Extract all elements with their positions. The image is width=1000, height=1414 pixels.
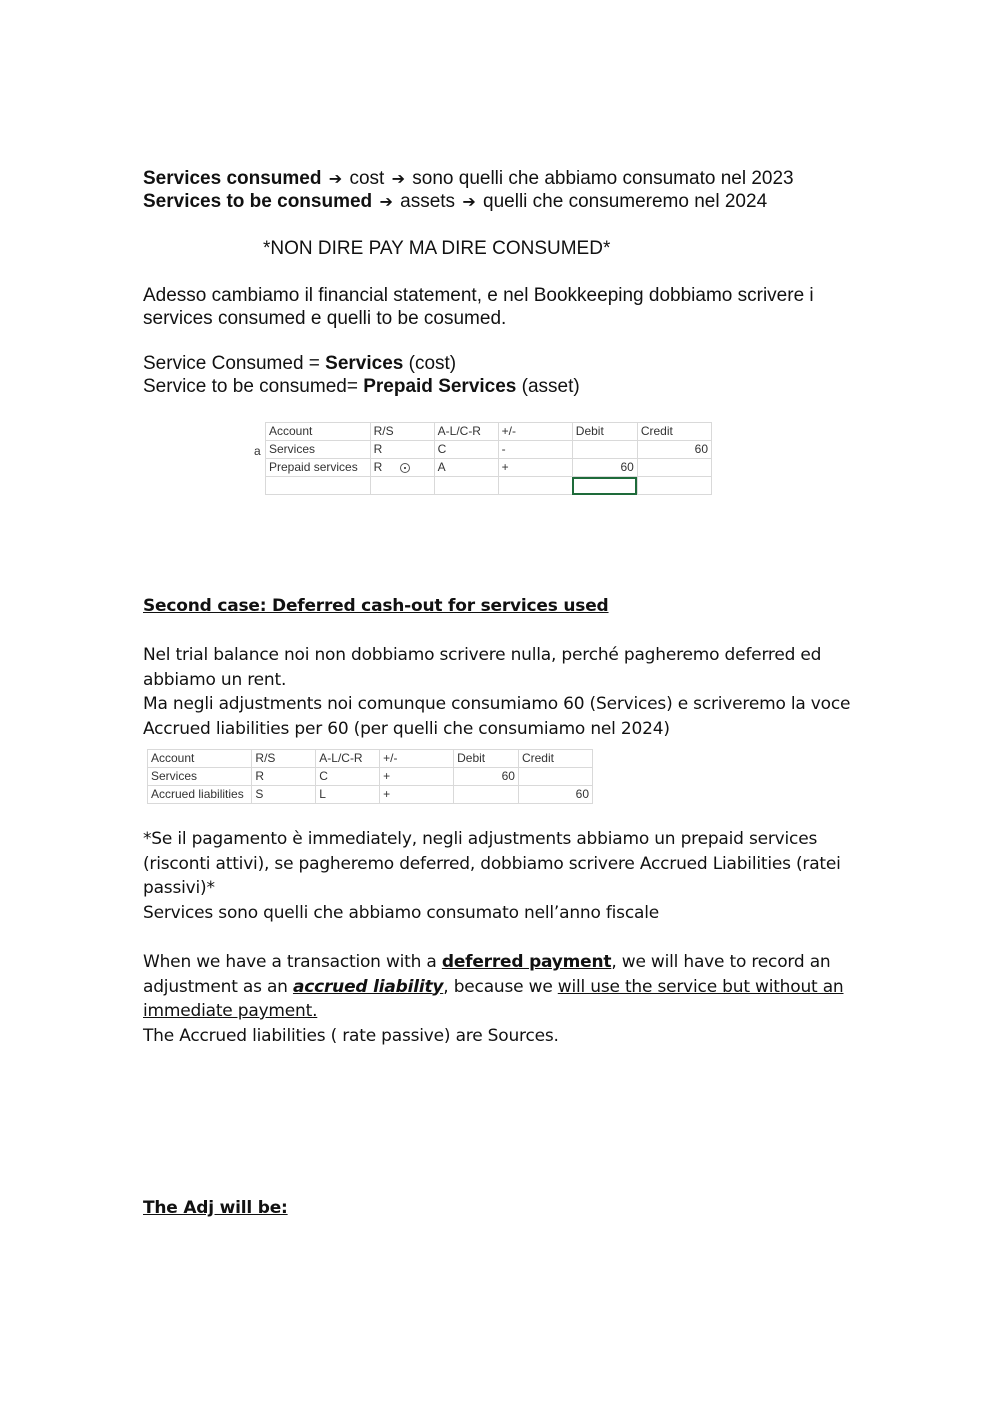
cell-rs xyxy=(370,459,434,477)
cell-rs: R xyxy=(252,768,316,786)
text-run: When we have a transaction with a xyxy=(143,952,442,972)
cell-rs: S xyxy=(252,786,316,804)
empty-cell xyxy=(266,477,371,495)
column-header: +/- xyxy=(498,423,572,441)
column-header: R/S xyxy=(252,750,316,768)
section-heading-second-case: Second case: Deferred cash-out for services used xyxy=(143,596,609,616)
deferred-payment-paragraph xyxy=(143,950,863,1048)
empty-cell xyxy=(498,477,572,495)
term-services-to-be-consumed: Services to be consumed xyxy=(143,191,373,212)
definition-text: sono quelli che abbiamo consumato nel 2023 xyxy=(412,168,794,189)
mapping-account: Prepaid Services xyxy=(363,376,517,397)
paragraph-line: Services sono quelli che abbiamo consumato nell’anno fiscale xyxy=(143,902,659,923)
table-row-empty xyxy=(266,477,712,495)
table-row xyxy=(148,786,593,804)
underlined-text: will use the service but without an xyxy=(557,976,844,997)
cell-credit xyxy=(518,768,592,786)
category-cost: cost xyxy=(349,168,385,189)
cell-debit xyxy=(572,441,637,459)
column-header: Account xyxy=(266,423,371,441)
category-assets: assets xyxy=(400,191,456,212)
column-header: +/- xyxy=(380,750,454,768)
account-mapping xyxy=(143,352,863,398)
trial-balance-paragraph xyxy=(143,643,863,741)
emphasis-deferred-payment: deferred payment xyxy=(441,952,612,972)
mouse-cursor-icon xyxy=(400,463,410,473)
cell-account: Services xyxy=(148,768,252,786)
financial-statement-paragraph xyxy=(143,284,883,330)
table-header-row xyxy=(148,750,593,768)
paragraph-line xyxy=(143,999,863,1024)
cell-alcr: L xyxy=(316,786,380,804)
cell-credit: 60 xyxy=(518,786,592,804)
arrow-right-icon: ➔ xyxy=(391,169,405,188)
column-header: Account xyxy=(148,750,252,768)
cell-sign: + xyxy=(498,459,572,477)
column-header: R/S xyxy=(370,423,434,441)
definition-services-to-be-consumed xyxy=(143,190,863,213)
spreadsheet-table-prepaid xyxy=(265,422,712,495)
empty-cell xyxy=(637,477,711,495)
cell-alcr: C xyxy=(434,441,498,459)
cell-alcr: C xyxy=(316,768,380,786)
paragraph-line: Nel trial balance noi non dobbiamo scrivere nulla, perché pagheremo deferred ed xyxy=(143,645,822,665)
payment-note-paragraph xyxy=(143,827,863,925)
note-pay-consumed: *NON DIRE PAY MA DIRE CONSUMED* xyxy=(263,238,611,259)
cell-alcr: A xyxy=(434,459,498,477)
table-header-row xyxy=(266,423,712,441)
underlined-text: immediate payment. xyxy=(143,1001,318,1021)
table-row xyxy=(266,459,712,477)
mapping-account: Services xyxy=(325,353,404,374)
paragraph-line: (risconti attivi), se pagheremo deferred, dobbiamo scrivere Accrued Liabilities (ratei xyxy=(143,853,841,874)
paragraph-line: abbiamo un rent. xyxy=(143,669,287,690)
cell-sign: - xyxy=(498,441,572,459)
cell-debit: 60 xyxy=(572,459,637,477)
column-header: A-L/C-R xyxy=(434,423,498,441)
table-row xyxy=(148,768,593,786)
term-services-consumed: Services consumed xyxy=(143,168,322,189)
paragraph-line: Ma negli adjustments noi comunque consumiamo 60 (Services) e scriveremo la voce xyxy=(143,694,851,714)
mapping-services xyxy=(143,352,863,375)
cell-sign: + xyxy=(380,786,454,804)
paragraph-line: The Accrued liabilities ( rate passive) are Sources. xyxy=(143,1025,559,1046)
row-marker: a xyxy=(254,444,261,458)
mapping-type: (asset) xyxy=(516,376,580,397)
paragraph-line: Adesso cambiamo il financial statement, e nel Bookkeeping dobbiamo scrivere i xyxy=(143,285,814,306)
definition-services-consumed xyxy=(143,167,863,190)
empty-cell xyxy=(370,477,434,495)
arrow-right-icon: ➔ xyxy=(328,169,343,188)
cell-account: Prepaid services xyxy=(266,459,371,477)
column-header: Credit xyxy=(518,750,592,768)
empty-cell xyxy=(434,477,498,495)
arrow-right-icon: ➔ xyxy=(379,192,393,211)
mapping-label: Service to be consumed= xyxy=(143,376,364,397)
paragraph-line: Accrued liabilities per 60 (per quelli che consumiamo nel 2024) xyxy=(143,718,670,739)
cell-credit: 60 xyxy=(637,441,711,459)
paragraph-line xyxy=(143,975,863,1000)
cell-account: Accrued liabilities xyxy=(148,786,252,804)
mapping-label: Service Consumed = xyxy=(143,353,326,374)
emphasis-accrued-liability: accrued liability xyxy=(292,976,444,997)
section-heading-adj: The Adj will be: xyxy=(143,1198,288,1218)
paragraph-line xyxy=(143,950,863,975)
cell-credit xyxy=(637,459,711,477)
paragraph-line: *Se il pagamento è immediately, negli adjustments abbiamo un prepaid services xyxy=(143,829,818,849)
paragraph-line: passivi)* xyxy=(143,878,215,898)
cell-debit xyxy=(454,786,519,804)
paragraph-line: services consumed e quelli to be cosumed. xyxy=(143,308,507,329)
cell-account: Services xyxy=(266,441,371,459)
text-run: adjustment as an xyxy=(143,976,293,997)
text-run: , because we xyxy=(443,976,558,997)
mapping-type: (cost) xyxy=(403,353,457,374)
table-row xyxy=(266,441,712,459)
arrow-right-icon: ➔ xyxy=(462,192,476,211)
selected-cell xyxy=(572,477,637,495)
text-run: , we will have to record an xyxy=(611,952,831,972)
definitions-block xyxy=(143,167,863,213)
column-header: Debit xyxy=(572,423,637,441)
column-header: Debit xyxy=(454,750,519,768)
cell-rs-value: R xyxy=(373,460,383,474)
cell-debit: 60 xyxy=(454,768,519,786)
mapping-prepaid-services xyxy=(143,375,863,398)
cell-rs: R xyxy=(370,441,434,459)
column-header: A-L/C-R xyxy=(316,750,380,768)
definition-text: quelli che consumeremo nel 2024 xyxy=(483,191,768,212)
spreadsheet-table-accrued xyxy=(147,749,593,804)
cell-sign: + xyxy=(380,768,454,786)
column-header: Credit xyxy=(637,423,711,441)
